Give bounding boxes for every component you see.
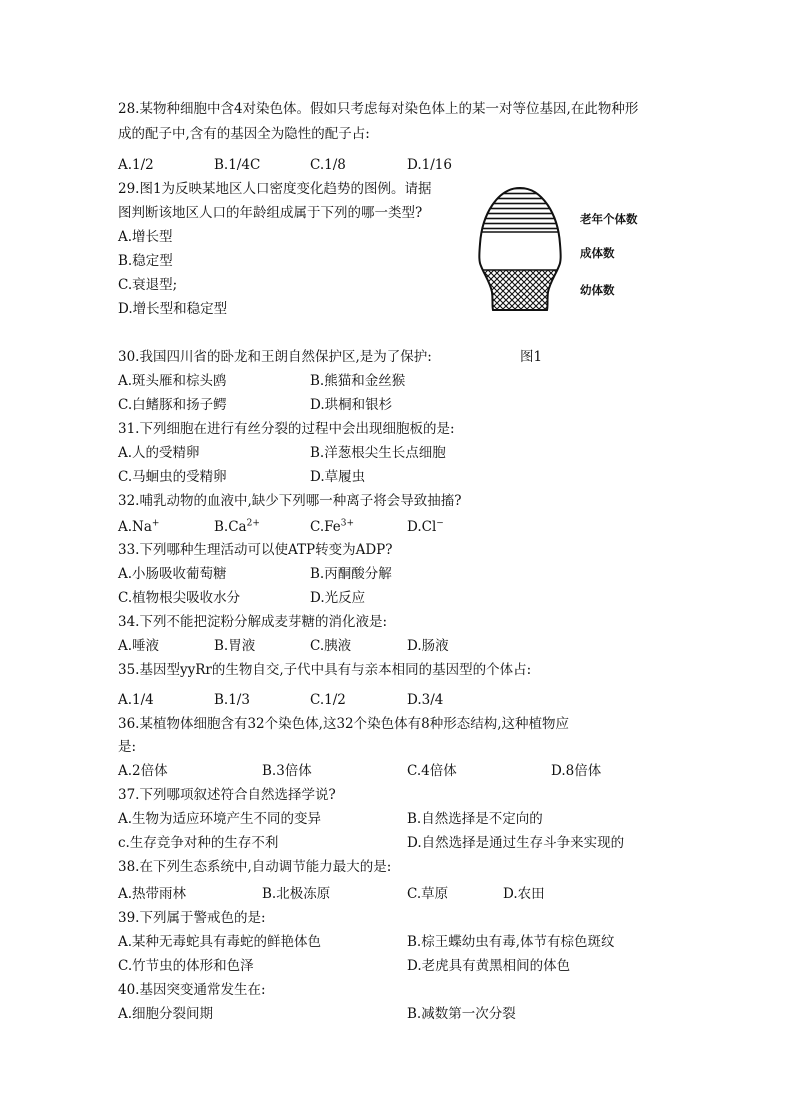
- q40-stem: 40.基因突变通常发生在:: [118, 982, 266, 998]
- q30-option-c: C.白鳍豚和扬子鳄: [118, 397, 227, 413]
- q32-option-d: D.Cl−: [407, 518, 444, 535]
- figure-caption: 图1: [520, 349, 543, 365]
- q28-stem-line2: 成的配子中,含有的基因全为隐性的配子占:: [118, 126, 370, 142]
- q38-option-a: A.热带雨林: [118, 886, 187, 902]
- q34-option-d: D.肠液: [407, 638, 449, 654]
- q33-option-b: B.丙酮酸分解: [310, 566, 392, 582]
- q40-option-b: B.减数第一次分裂: [407, 1006, 516, 1022]
- q34-option-a: A.唾液: [118, 638, 160, 654]
- q39-option-d: D.老虎具有黄黑相间的体色: [407, 958, 571, 974]
- q29-option-b: B.稳定型: [118, 253, 173, 269]
- q28-option-d: D.1/16: [407, 157, 452, 173]
- q30-option-a: A.斑头雁和棕头鸥: [118, 373, 227, 389]
- q31-option-a: A.人的受精卵: [118, 445, 200, 461]
- age-structure-figure: [470, 186, 570, 314]
- q37-stem: 37.下列哪项叙述符合自然选择学说?: [118, 787, 336, 803]
- q34-option-c: C.胰液: [310, 638, 352, 654]
- q28-option-a: A.1/2: [118, 157, 154, 173]
- q30-option-b: B.熊猫和金丝猴: [310, 373, 406, 389]
- adult-segment: [470, 232, 570, 270]
- q30-stem: 30.我国四川省的卧龙和王朗自然保护区,是为了保护:: [118, 349, 432, 365]
- q29-stem-line1: 29.图1为反映某地区人口密度变化趋势的图例。请据: [118, 181, 432, 197]
- q28-stem-line1: 28.某物种细胞中含4对染色体。假如只考虑每对染色体上的某一对等位基因,在此物种形: [118, 101, 639, 117]
- q36-option-c: C.4倍体: [407, 763, 457, 779]
- q29-stem-line2: 图判断该地区人口的年龄组成属于下列的哪一类型?: [118, 205, 423, 221]
- q33-option-d: D.光反应: [310, 590, 366, 606]
- q32-option-a: A.Na+: [118, 518, 160, 535]
- q32-option-c: $C.Fe^{3+}$: [310, 518, 355, 535]
- q38-stem: 38.在下列生态系统中,自动调节能力最大的是:: [118, 859, 392, 875]
- q29-option-a: A.增长型: [118, 229, 173, 245]
- q32-option-b: $B.Ca^{2+}$: [214, 518, 260, 535]
- q38-option-c: C.草原: [407, 886, 449, 902]
- q31-option-d: D.草履虫: [310, 469, 366, 485]
- q37-option-d: D.自然选择是通过生存斗争来实现的: [407, 835, 625, 851]
- q36-stem-line2: 是:: [118, 739, 137, 755]
- q40-option-a: A.细胞分裂间期: [118, 1006, 214, 1022]
- label-adults: 成体数: [580, 246, 615, 260]
- label-young: 幼体数: [580, 283, 615, 297]
- q35-option-d: D.3/4: [407, 692, 444, 708]
- q31-option-b: B.洋葱根尖生长点细胞: [310, 445, 446, 461]
- q39-option-b: B.棕王蝶幼虫有毒,体节有棕色斑纹: [407, 934, 615, 950]
- q34-stem: 34.下列不能把淀粉分解成麦芽糖的消化液是:: [118, 614, 388, 630]
- q35-stem: 35.基因型yyRr的生物自交,子代中具有与亲本相同的基因型的个体占:: [118, 662, 532, 678]
- q28-option-c: C.1/8: [310, 157, 346, 173]
- q35-option-b: B.1/3: [214, 692, 250, 708]
- q37-option-b: B.自然选择是不定向的: [407, 811, 543, 827]
- q33-stem: 33.下列哪种生理活动可以使ATP转变为ADP?: [118, 542, 393, 558]
- q30-option-d: D.珙桐和银杉: [310, 397, 393, 413]
- q34-option-b: B.胃液: [214, 638, 256, 654]
- q29-option-c: C.衰退型;: [118, 277, 178, 293]
- q39-stem: 39.下列属于警戒色的是:: [118, 910, 266, 926]
- q31-option-c: C.马蛔虫的受精卵: [118, 469, 227, 485]
- q36-option-b: B.3倍体: [262, 763, 312, 779]
- q33-option-c: C.植物根尖吸收水分: [118, 590, 241, 606]
- q36-stem-line1: 36.某植物体细胞含有32个染色体,这32个染色体有8种形态结构,这种植物应: [118, 716, 569, 732]
- q35-option-a: A.1/4: [118, 692, 154, 708]
- q39-option-c: C.竹节虫的体形和色泽: [118, 958, 254, 974]
- q33-option-a: A.小肠吸收葡萄糖: [118, 566, 227, 582]
- q32-stem: 32.哺乳动物的血液中,缺少下列哪一种离子将会导致抽搐?: [118, 493, 462, 509]
- q28-option-b: B.1/4C: [214, 157, 261, 173]
- q37-option-c: c.生存竞争对种的生存不利: [118, 835, 279, 851]
- q31-stem: 31.下列细胞在进行有丝分裂的过程中会出现细胞板的是:: [118, 421, 455, 437]
- label-old-individuals: 老年个体数: [580, 212, 638, 226]
- q36-option-d: D.8倍体: [551, 763, 602, 779]
- q39-option-a: A.某种无毒蛇具有毒蛇的鲜艳体色: [118, 934, 322, 950]
- q38-option-d: D.农田: [503, 886, 545, 902]
- q37-option-a: A.生物为适应环境产生不同的变异: [118, 811, 322, 827]
- q36-option-a: A.2倍体: [118, 763, 168, 779]
- old-segment: [470, 186, 570, 232]
- q38-option-b: B.北极冻原: [262, 886, 331, 902]
- q29-option-d: D.增长型和稳定型: [118, 301, 228, 317]
- q35-option-c: C.1/2: [310, 692, 346, 708]
